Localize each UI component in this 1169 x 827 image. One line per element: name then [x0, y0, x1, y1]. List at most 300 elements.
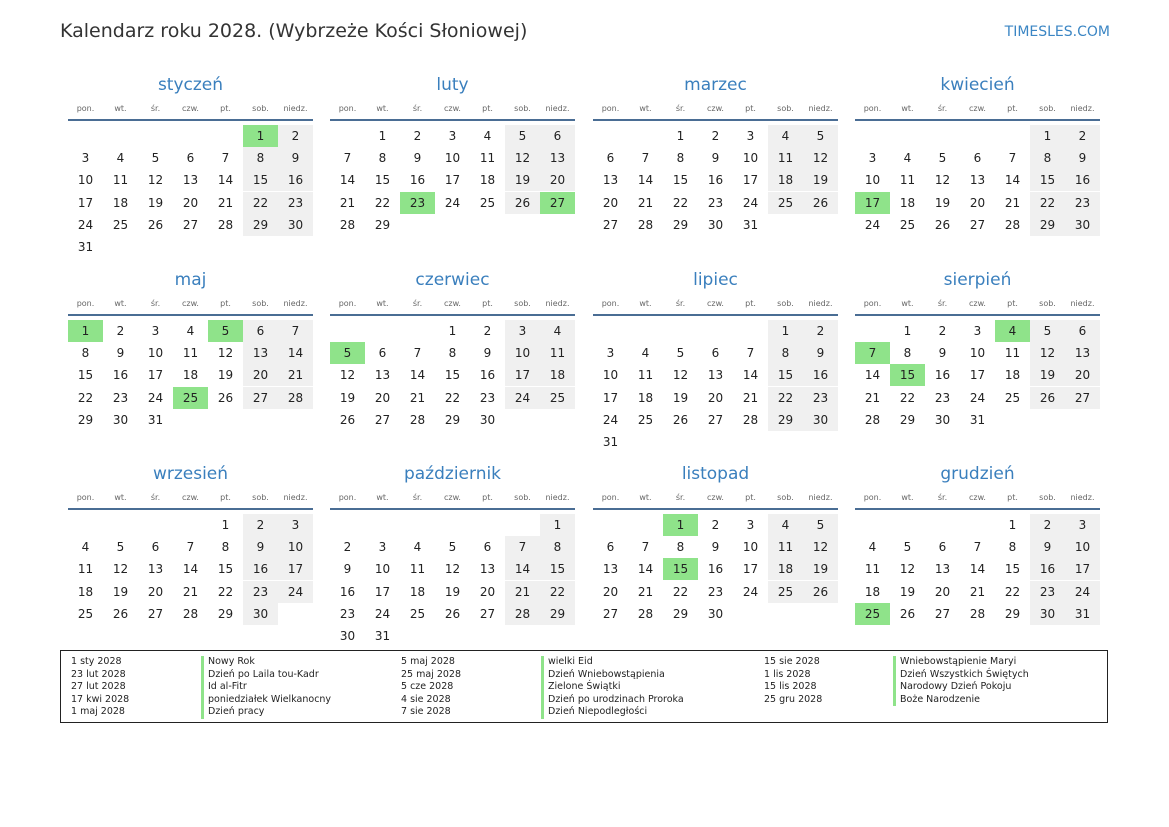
page-title: Kalendarz roku 2028. (Wybrzeże Kości Słoniowej) [60, 20, 528, 42]
day-cell: 11 [864, 562, 881, 577]
legend-names-column [893, 656, 1029, 706]
day-cell: 25 [1004, 390, 1021, 405]
holiday-legend [60, 650, 1108, 723]
day-cell: 26 [339, 412, 356, 427]
day-cell: 25 [77, 606, 94, 621]
day-cell: 25 [409, 606, 426, 621]
weekday-header [593, 297, 838, 311]
day-cell: 17 [602, 390, 619, 405]
day-cell: 9 [711, 540, 720, 555]
day-cell: 14 [182, 562, 199, 577]
day-cell: 18 [479, 173, 496, 188]
day-cell: 8 [540, 536, 575, 558]
day-cell: 3 [606, 346, 615, 361]
day-cell: 15 [672, 173, 689, 188]
weekday-header [855, 297, 1100, 311]
brand-link[interactable]: TIMESLES.COM [1004, 24, 1110, 40]
day-cell: 6 [483, 540, 492, 555]
day-cell: 3 [378, 540, 387, 555]
weekday-label: sob. [777, 104, 794, 113]
weekday-label: śr. [412, 493, 423, 502]
day-cell: 11 [77, 562, 94, 577]
day-cell: 17 [77, 195, 94, 210]
day-cell: 22 [374, 195, 391, 210]
day-cell: 28 [409, 412, 426, 427]
legend-date: 23 lut 2028 [71, 668, 126, 680]
day-cell: 24 [969, 390, 986, 405]
day-cell: 4 [768, 514, 803, 536]
day-cell: 4 [641, 346, 650, 361]
day-cell: 19 [339, 390, 356, 405]
day-cell: 2 [803, 320, 838, 342]
day-grid [855, 316, 1100, 446]
weekday-label: czw. [707, 493, 724, 502]
month-calendar [68, 74, 313, 254]
day-cell: 17 [505, 364, 540, 386]
month-name: październik [403, 464, 502, 484]
day-cell: 19 [444, 584, 461, 599]
day-cell: 2 [343, 540, 352, 555]
day-cell: 27 [602, 217, 619, 232]
month-calendar [593, 463, 838, 640]
day-cell: 26 [112, 606, 129, 621]
day-cell: 29 [899, 412, 916, 427]
weekday-label: pt. [482, 493, 493, 502]
day-cell: 23 [707, 584, 724, 599]
day-grid [68, 121, 313, 254]
holiday-day-cell: 5 [330, 342, 365, 364]
legend-date: 25 gru 2028 [764, 693, 823, 705]
day-cell: 18 [112, 195, 129, 210]
day-cell: 8 [676, 540, 685, 555]
day-grid [593, 510, 838, 640]
day-cell: 3 [1065, 514, 1100, 536]
day-cell: 7 [1008, 151, 1017, 166]
day-cell: 5 [676, 346, 685, 361]
weekday-label: wt. [639, 104, 652, 113]
weekday-label: wt. [901, 493, 914, 502]
day-cell: 19 [672, 390, 689, 405]
day-cell: 1 [676, 129, 685, 143]
weekday-label: pon. [601, 493, 620, 502]
day-cell: 12 [339, 368, 356, 383]
day-cell: 22 [672, 584, 689, 599]
day-cell: 17 [278, 558, 313, 580]
legend-holiday-name: Nowy Rok [201, 656, 331, 669]
day-cell: 9 [413, 151, 422, 166]
weekday-label: niedz. [545, 104, 570, 113]
weekday-label: czw. [707, 299, 724, 308]
day-cell: 14 [339, 173, 356, 188]
day-cell: 23 [339, 606, 356, 621]
weekday-label: wt. [114, 299, 127, 308]
month-name: kwiecień [940, 75, 1015, 95]
day-cell: 19 [147, 195, 164, 210]
legend-dates-column [401, 656, 461, 719]
day-cell: 18 [1004, 368, 1021, 383]
weekday-header [68, 297, 313, 311]
day-cell: 14 [969, 562, 986, 577]
day-cell: 16 [339, 584, 356, 599]
weekday-label: pon. [863, 104, 882, 113]
day-cell: 18 [409, 584, 426, 599]
day-cell: 10 [444, 151, 461, 166]
day-cell: 5 [116, 540, 125, 555]
weekday-label: wt. [114, 104, 127, 113]
day-cell: 27 [969, 217, 986, 232]
day-cell: 4 [768, 125, 803, 147]
day-cell: 2 [1030, 514, 1065, 536]
day-cell: 20 [602, 584, 619, 599]
day-cell: 23 [803, 387, 838, 409]
day-cell: 17 [969, 368, 986, 383]
day-cell: 13 [374, 368, 391, 383]
day-grid [330, 510, 575, 643]
day-cell: 5 [938, 151, 947, 166]
day-cell: 21 [864, 390, 881, 405]
day-cell: 18 [768, 169, 803, 191]
day-cell: 31 [147, 412, 164, 427]
day-cell: 22 [1004, 584, 1021, 599]
day-cell: 5 [903, 540, 912, 555]
legend-dates-column [764, 656, 822, 706]
day-cell: 15 [217, 562, 234, 577]
day-cell: 10 [742, 540, 759, 555]
day-cell: 27 [374, 412, 391, 427]
day-cell: 21 [969, 584, 986, 599]
day-cell: 30 [479, 412, 496, 427]
day-cell: 6 [606, 540, 615, 555]
day-cell: 20 [540, 169, 575, 191]
day-cell: 20 [374, 390, 391, 405]
day-cell: 19 [803, 169, 838, 191]
day-cell: 4 [186, 324, 195, 338]
weekday-label: sob. [777, 493, 794, 502]
holiday-day-cell: 1 [663, 514, 698, 536]
weekday-label: sob. [252, 104, 269, 113]
legend-holiday-name: Id al-Fitr [201, 681, 331, 694]
month-calendar [68, 269, 313, 446]
holiday-day-cell: 23 [400, 192, 435, 214]
month-name: wrzesień [152, 464, 229, 484]
day-cell: 4 [540, 320, 575, 342]
day-cell: 8 [768, 342, 803, 364]
weekday-label: pt. [220, 104, 231, 113]
day-cell: 28 [505, 603, 540, 625]
legend-date: 1 sty 2028 [71, 656, 122, 667]
weekday-label: wt. [376, 493, 389, 502]
weekday-label: śr. [937, 104, 948, 113]
day-cell: 12 [672, 368, 689, 383]
weekday-label: pt. [745, 493, 756, 502]
day-cell: 21 [742, 390, 759, 405]
day-cell: 29 [444, 412, 461, 427]
weekday-label: śr. [150, 299, 161, 308]
weekday-label: czw. [444, 493, 461, 502]
day-cell: 29 [540, 603, 575, 625]
weekday-label: czw. [707, 104, 724, 113]
day-cell: 17 [742, 562, 759, 577]
weekday-label: śr. [937, 299, 948, 308]
day-cell: 24 [1065, 581, 1100, 603]
day-cell: 2 [711, 129, 720, 143]
day-cell: 22 [768, 387, 803, 409]
day-cell: 30 [707, 217, 724, 232]
day-cell: 27 [147, 606, 164, 621]
day-cell: 22 [672, 195, 689, 210]
day-cell: 12 [147, 173, 164, 188]
weekday-label: pon. [601, 104, 620, 113]
weekday-label: pt. [482, 104, 493, 113]
legend-holiday-name: poniedziałek Wielkanocny [201, 694, 331, 707]
weekday-label: niedz. [283, 104, 308, 113]
day-cell: 27 [602, 606, 619, 621]
day-cell: 12 [505, 147, 540, 169]
day-cell: 12 [1030, 342, 1065, 364]
day-cell: 9 [483, 346, 492, 361]
day-cell: 11 [479, 151, 496, 166]
legend-holiday-name: Dzień Niepodległości [541, 706, 684, 719]
month-calendar [855, 463, 1100, 640]
day-cell: 13 [969, 173, 986, 188]
day-cell: 22 [540, 581, 575, 603]
day-cell: 2 [116, 324, 125, 338]
day-cell: 16 [409, 173, 426, 188]
day-cell: 25 [768, 581, 803, 603]
month-calendar [330, 269, 575, 446]
day-cell: 15 [374, 173, 391, 188]
day-cell: 7 [278, 320, 313, 342]
day-cell: 7 [505, 536, 540, 558]
day-cell: 5 [1030, 320, 1065, 342]
day-cell: 11 [409, 562, 426, 577]
legend-date: 4 sie 2028 [401, 693, 451, 705]
weekday-label: śr. [412, 104, 423, 113]
weekday-label: śr. [675, 493, 686, 502]
holiday-day-cell: 17 [855, 192, 890, 214]
day-cell: 3 [448, 129, 457, 143]
day-cell: 24 [602, 412, 619, 427]
day-cell: 16 [243, 558, 278, 580]
day-cell: 26 [505, 192, 540, 214]
day-cell: 21 [637, 584, 654, 599]
day-cell: 2 [1065, 125, 1100, 147]
day-cell: 27 [1065, 387, 1100, 409]
day-cell: 28 [182, 606, 199, 621]
month-calendar [593, 269, 838, 449]
day-cell: 3 [746, 518, 755, 532]
day-cell: 14 [217, 173, 234, 188]
day-cell: 27 [707, 412, 724, 427]
day-cell: 31 [1065, 603, 1100, 625]
day-cell: 15 [444, 368, 461, 383]
day-cell: 20 [243, 364, 278, 386]
holiday-day-cell: 15 [663, 558, 698, 580]
day-cell: 24 [374, 606, 391, 621]
weekday-label: niedz. [283, 299, 308, 308]
weekday-label: niedz. [545, 493, 570, 502]
day-cell: 5 [151, 151, 160, 166]
day-cell: 10 [77, 173, 94, 188]
weekday-header [330, 297, 575, 311]
weekday-label: pon. [338, 104, 357, 113]
day-cell: 12 [803, 147, 838, 169]
day-cell: 17 [147, 368, 164, 383]
day-cell: 7 [641, 151, 650, 166]
day-cell: 6 [540, 125, 575, 147]
day-cell: 17 [374, 584, 391, 599]
day-cell: 4 [81, 540, 90, 555]
day-grid [593, 121, 838, 251]
day-cell: 7 [221, 151, 230, 166]
day-cell: 3 [278, 514, 313, 536]
day-cell: 13 [707, 368, 724, 383]
day-cell: 1 [448, 324, 457, 338]
day-cell: 9 [938, 346, 947, 361]
day-cell: 26 [147, 217, 164, 232]
day-cell: 20 [182, 195, 199, 210]
day-cell: 4 [116, 151, 125, 166]
day-cell: 6 [151, 540, 160, 555]
day-cell: 28 [339, 217, 356, 232]
day-cell: 6 [243, 320, 278, 342]
weekday-label: czw. [969, 104, 986, 113]
weekday-label: pon. [76, 493, 95, 502]
day-cell: 22 [217, 584, 234, 599]
weekday-label: pt. [482, 299, 493, 308]
day-cell: 25 [479, 195, 496, 210]
day-cell: 16 [803, 364, 838, 386]
day-cell: 25 [540, 387, 575, 409]
day-cell: 29 [1030, 214, 1065, 236]
day-cell: 28 [969, 606, 986, 621]
day-cell: 13 [602, 562, 619, 577]
weekday-header [330, 491, 575, 505]
day-cell: 6 [938, 540, 947, 555]
day-cell: 30 [339, 629, 356, 643]
weekday-label: wt. [114, 493, 127, 502]
day-cell: 29 [77, 412, 94, 427]
day-cell: 16 [278, 169, 313, 191]
day-grid [593, 316, 838, 449]
day-cell: 4 [903, 151, 912, 166]
day-cell: 11 [540, 342, 575, 364]
weekday-label: śr. [150, 104, 161, 113]
day-cell: 18 [540, 364, 575, 386]
day-cell: 21 [1004, 195, 1021, 210]
day-cell: 13 [182, 173, 199, 188]
month-name: luty [436, 75, 469, 95]
weekday-label: pon. [338, 299, 357, 308]
month-calendar [593, 74, 838, 251]
weekday-label: sob. [514, 104, 531, 113]
weekday-label: sob. [1039, 493, 1056, 502]
day-cell: 14 [742, 368, 759, 383]
weekday-label: niedz. [1070, 493, 1095, 502]
day-cell: 27 [243, 387, 278, 409]
day-cell: 14 [1004, 173, 1021, 188]
day-cell: 1 [378, 129, 387, 143]
day-cell: 2 [938, 324, 947, 338]
weekday-header [855, 491, 1100, 505]
weekday-label: czw. [969, 493, 986, 502]
day-cell: 7 [641, 540, 650, 555]
day-grid [855, 510, 1100, 640]
day-cell: 31 [374, 629, 391, 643]
day-cell: 23 [479, 390, 496, 405]
day-cell: 24 [742, 195, 759, 210]
day-cell: 23 [1030, 581, 1065, 603]
weekday-label: pon. [863, 493, 882, 502]
day-cell: 6 [186, 151, 195, 166]
day-cell: 25 [637, 412, 654, 427]
day-cell: 25 [768, 192, 803, 214]
day-cell: 26 [934, 217, 951, 232]
day-cell: 4 [868, 540, 877, 555]
weekday-label: wt. [376, 104, 389, 113]
day-cell: 29 [1004, 606, 1021, 621]
weekday-label: pon. [76, 299, 95, 308]
day-cell: 3 [868, 151, 877, 166]
weekday-label: śr. [937, 493, 948, 502]
day-cell: 6 [378, 346, 387, 361]
weekday-label: pt. [1007, 104, 1018, 113]
weekday-label: sob. [1039, 104, 1056, 113]
weekday-header [68, 491, 313, 505]
day-cell: 7 [343, 151, 352, 166]
legend-date: 15 sie 2028 [764, 656, 820, 667]
legend-holiday-name: Boże Narodzenie [893, 694, 1029, 707]
legend-holiday-name: wielki Eid [541, 656, 684, 669]
day-cell: 26 [444, 606, 461, 621]
day-cell: 4 [483, 129, 492, 143]
day-cell: 8 [676, 151, 685, 166]
day-grid [68, 510, 313, 640]
day-cell: 10 [864, 173, 881, 188]
weekday-label: pt. [220, 299, 231, 308]
day-cell: 22 [77, 390, 94, 405]
day-cell: 7 [746, 346, 755, 361]
day-cell: 23 [278, 192, 313, 214]
day-cell: 13 [540, 147, 575, 169]
day-cell: 6 [711, 346, 720, 361]
day-cell: 6 [973, 151, 982, 166]
day-cell: 10 [1065, 536, 1100, 558]
day-cell: 24 [147, 390, 164, 405]
day-cell: 19 [899, 584, 916, 599]
day-cell: 17 [742, 173, 759, 188]
day-cell: 30 [803, 409, 838, 431]
weekday-header [593, 491, 838, 505]
weekday-label: niedz. [1070, 104, 1095, 113]
month-name: czerwiec [415, 270, 490, 290]
day-cell: 7 [413, 346, 422, 361]
day-cell: 11 [112, 173, 129, 188]
day-cell: 10 [969, 346, 986, 361]
day-cell: 21 [217, 195, 234, 210]
day-cell: 14 [278, 342, 313, 364]
weekday-label: śr. [150, 493, 161, 502]
day-cell: 28 [1004, 217, 1021, 232]
weekday-label: pt. [220, 493, 231, 502]
day-cell: 27 [479, 606, 496, 621]
day-cell: 22 [1030, 192, 1065, 214]
day-cell: 15 [768, 364, 803, 386]
day-cell: 29 [217, 606, 234, 621]
holiday-day-cell: 25 [173, 387, 208, 409]
day-cell: 25 [112, 217, 129, 232]
day-cell: 10 [147, 346, 164, 361]
